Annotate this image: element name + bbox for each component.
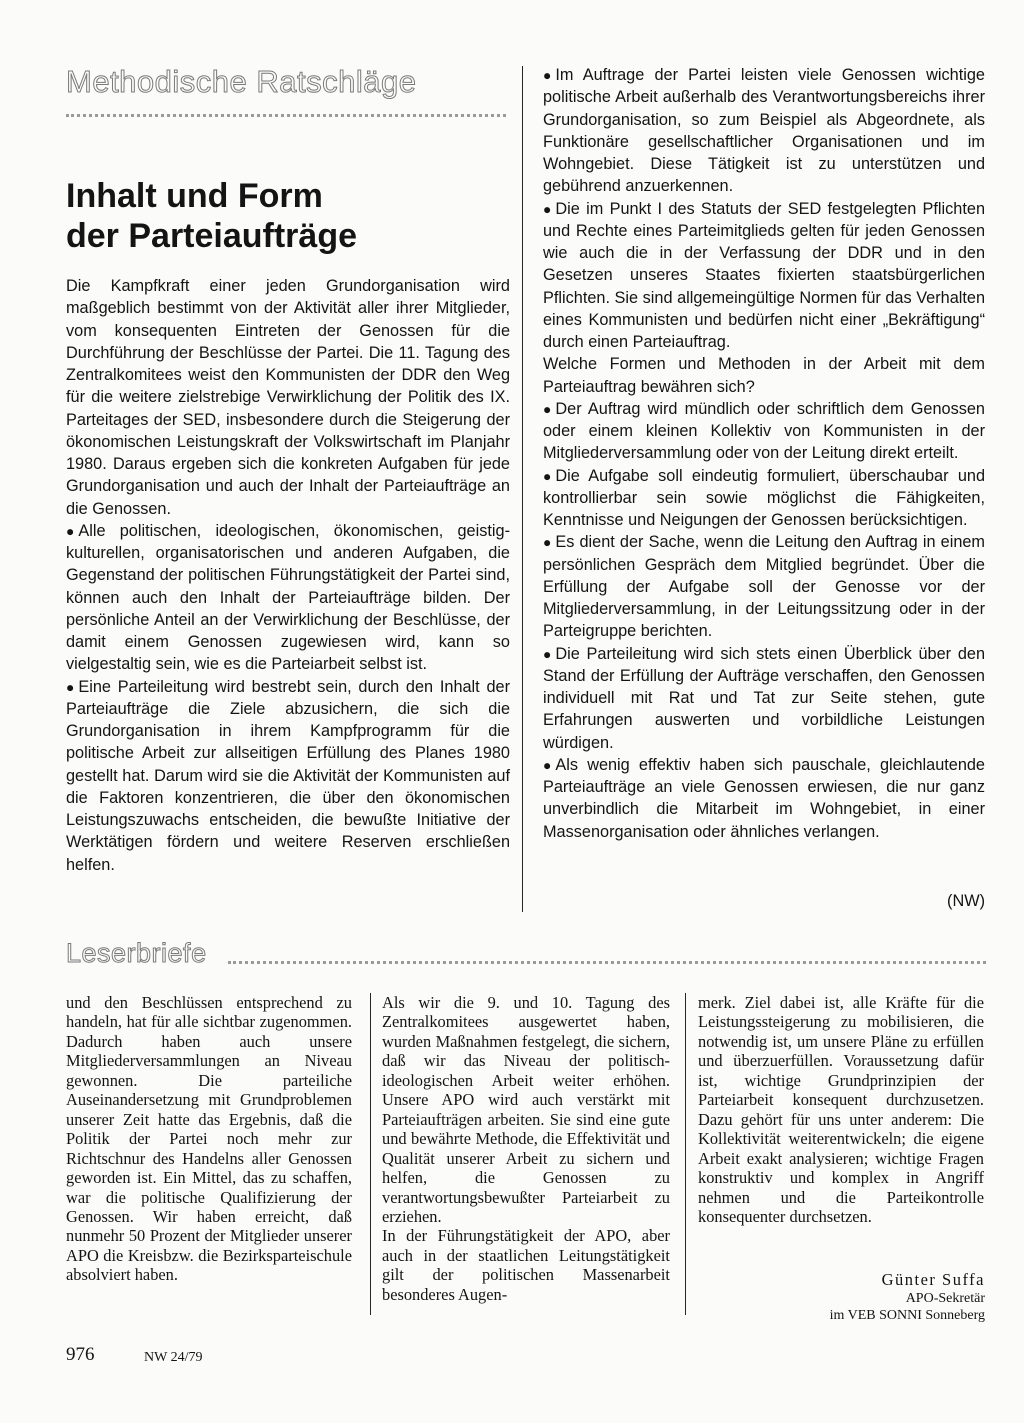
page-number: 976 [66, 1344, 95, 1365]
bullet-icon: ● [543, 200, 552, 217]
bullet-icon: ● [66, 522, 75, 539]
letters-rule [228, 961, 986, 964]
letters-section-title: Leserbriefe [66, 938, 207, 968]
article-paragraph: ● Die Parteileitung wird sich stets einen Überblick über den Stand der Erfüllung der Aufträge verschaffen, den Genossen individuell mit Rat und Tat zur Seite stehen, gute Erfahrungen auswerten und vorbildliche Leistungen würdigen. [543, 644, 985, 752]
letter-paragraph: und den Beschlüssen entsprechend zu handeln, hat für alle sichtbar zugenommen. Dadurch haben auch unsere Mitgliederversammlungen an Niveau gewonnen. Die parteiliche Auseinandersetzung mit Grundproblemen unserer Zeit hatte das Ergebnis, daß die Politik der Partei noch mehr zur Richtschnur des Handelns aller Genossen geworden ist. Ein Mittel, das zu schaffen, war die politische Qualifizierung der Genossen. Wir haben erreicht, daß nunmehr 50 Prozent der Mitglieder unserer APO die Kreisbzw. die Bezirksparteischule absolviert haben. [66, 993, 352, 1285]
signature-role: APO-Sekretär [905, 1291, 985, 1306]
author-tag: (NW) [947, 892, 985, 910]
letter-column-1 [66, 993, 352, 1285]
article-right-column [543, 64, 985, 843]
column-divider [370, 993, 371, 1315]
article-paragraph: ● Die im Punkt I des Statuts der SED festgelegten Pflichten und Rechte eines Parteimitglieds gelten für jeden Genossen wie auch die in der Verfassung der DDR und in den Gesetzen unseres Staates fixierten staatsbürgerlichen Pflichten. Sie sind allgemeingültige Normen für das Verhalten eines Kommunisten und bedürfen nicht einer „Bekräftigung“ durch einen Parteiauftrag. [543, 199, 985, 351]
article-paragraph: ● Alle politischen, ideologischen, ökonomischen, geistig-kulturellen, organisatorischen und anderen Aufgaben, die Gegenstand der politischen Führungstätigkeit der Partei sind, können auch den Inhalt der Parteiaufträge bilden. Der persönliche Anteil an der Verwirklichung der Beschlüsse, der damit einem Genossen zugewiesen wird, kann so vielgestaltig sein, wie es die Parteiarbeit selbst ist. [66, 521, 510, 674]
article-paragraph: ● Eine Parteileitung wird bestrebt sein, durch den Inhalt der Parteiaufträge die Ziele abzusichern, die sich die Grundorganisation in ihrem Kampfprogramm für die politische Arbeit zur allseitigen Erfüllung des Planes 1980 gestellt hat. Darum wird sie die Aktivität der Kommunisten auf die Faktoren konzentrieren, die über den ökonomischen Leistungszuwachs entscheiden, die bewußte Initiative der Werktätigen fördern und weitere Reserven erschließen helfen. [66, 677, 510, 874]
article-title-line-1: Inhalt und Form [66, 177, 323, 215]
article-title [66, 176, 506, 256]
bullet-icon: ● [543, 400, 552, 417]
bullet-icon: ● [543, 756, 552, 773]
signature-organisation: im VEB SONNI Sonneberg [829, 1308, 985, 1323]
article-paragraph: ● Es dient der Sache, wenn die Leitung den Auftrag in einem persönlichen Gespräch dem Mitglied begründet. Über die Erfüllung der Aufgabe soll der Genosse vor der Mitgliederversammlung, in der Leitungssitzung oder in der Parteigruppe berichten. [543, 533, 985, 641]
article-left-column [66, 275, 510, 876]
page-footer [66, 1340, 266, 1366]
article-paragraph: Welche Formen und Methoden in der Arbeit mit dem Parteiauftrag bewähren sich? [543, 355, 985, 396]
bullet-icon: ● [543, 534, 552, 551]
column-divider [685, 993, 686, 1315]
letter-signature [705, 1270, 985, 1324]
letter-paragraph: Als wir die 9. und 10. Tagung des Zentralkomitees ausgewertet haben, wurden Maßnahmen festgelegt, die sichern, daß wir das Niveau der politisch-ideologischen Arbeit weiter erhöhen. Unsere APO wird auch verstärkt mit Parteiaufträgen arbeiten. Sie sind eine gute und bewährte Methode, die Effektivität und Qualität unserer Arbeit zu sichern und helfen, die Genossen zu verantwortungsbewußter Parteiarbeit zu erziehen. [382, 993, 670, 1226]
article-paragraph: Die Kampfkraft einer jeden Grundorganisation wird maßgeblich bestimmt von der Aktivität aller ihrer Mitglieder, vom konsequenten Eintreten der Genossen für die Durchführung der Beschlüsse der Partei. Die 11. Tagung des Zentralkomitees weist den Kommunisten der DDR den Weg für die weitere zielstrebige Verwirklichung der Politik des IX. Parteitages der SED, insbesondere durch die Steigerung der ökonomischen Leistungskraft der Volkswirtschaft im Planjahr 1980. Daraus ergeben sich die konkreten Aufgaben für jede Grundorganisation und auch der Inhalt der Parteiaufträge an die Genossen. [66, 277, 510, 518]
bullet-icon: ● [543, 645, 552, 662]
column-divider [522, 66, 523, 912]
bullet-icon: ● [543, 467, 552, 484]
letter-paragraph: merk. Ziel dabei ist, alle Kräfte für die Leistungssteigerung zu mobilisieren, die notwendig ist, um unsere Pläne zu erfüllen und überzuerfüllen. Voraussetzung dafür ist, wichtige Grundprinzipien der Parteiarbeit konsequent durchzusetzen. Dazu gehört für uns unter anderem: Die Kollektivität weiterentwickeln; die eigene Arbeit exakt analysieren; wichtige Fragen konstruktiv und komplex in Angriff nehmen und die Parteikontrolle konsequenter durchsetzen. [698, 993, 984, 1226]
article-title-line-2: der Parteiaufträge [66, 217, 357, 255]
article-paragraph: ● Als wenig effektiv haben sich pauschale, gleichlautende Parteiaufträge an viele Genossen erwiesen, die nur ganz unverbindlich die Mitarbeit im Wohngebiet, in einer Massenorganisation oder ähnliches verlangen. [543, 755, 985, 841]
issue-tag: NW 24/79 [144, 1350, 203, 1365]
article-paragraph: ● Der Auftrag wird mündlich oder schriftlich dem Genossen oder einem kleinen Kollektiv von Kommunisten in der Mitgliederversammlung oder von der Leitung direkt erteilt. [543, 399, 985, 463]
article-paragraph: ● Die Aufgabe soll eindeutig formuliert, überschaubar und kontrollierbar sein sowie möglichst die Fähigkeiten, Kenntnisse und Neigungen der Genossen berücksichtigen. [543, 466, 985, 529]
section-title: Methodische Ratschläge [66, 64, 417, 99]
letter-column-2 [382, 993, 670, 1304]
article-paragraph: ● Im Auftrage der Partei leisten viele Genossen wichtige politische Arbeit außerhalb des Verantwortungsbereichs ihrer Grundorganisation, so zum Beispiel als Abgeordnete, als Funktionäre gesellschaftlicher Organisationen und im Wohngebiet. Diese Tätigkeit ist zu unterstützen und gebührend anzuerkennen. [543, 66, 985, 196]
letter-paragraph: In der Führungstätigkeit der APO, aber auch in der staatlichen Leitungstätigkeit gilt der politischen Massenarbeit besonderes Augen- [382, 1226, 670, 1304]
bullet-icon: ● [66, 678, 75, 695]
section-rule [66, 114, 506, 117]
signature-name: Günter Suffa [881, 1270, 985, 1289]
bullet-icon: ● [543, 67, 552, 83]
letter-column-3 [698, 993, 984, 1226]
